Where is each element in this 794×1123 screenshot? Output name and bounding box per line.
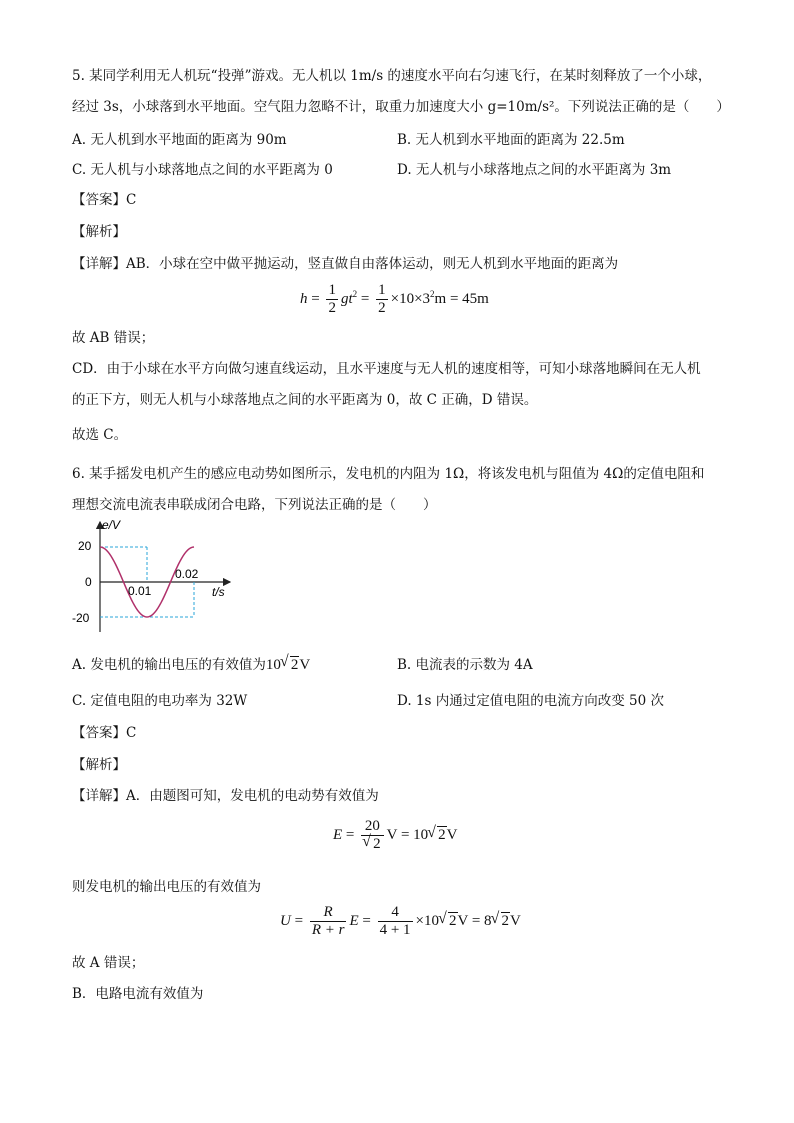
q5-option-a: A. 无人机到水平地面的距离为 90m bbox=[72, 132, 287, 148]
q6-detail-line-1: 【详解】A．由题图可知，发电机的电动势有效值为 bbox=[72, 788, 379, 804]
q5-answer: 【答案】C bbox=[72, 192, 137, 208]
q5-half-fraction: $\frac{1}{2}$ bbox=[328, 282, 336, 316]
q6-formula-u: U = $\frac{R}{R + r}$ E = $\frac{4}{4 + 1}$ ×10√ 2V = 8√ 2V bbox=[280, 904, 521, 939]
q5-detail-cd-line-2: 的正下方，则无人机与小球落地点之间的水平距离为 0，故 C 正确，D 错误。 bbox=[72, 392, 538, 408]
emf-graph bbox=[66, 516, 246, 634]
y-tick-neg20: -20 bbox=[72, 611, 90, 625]
q6-stem-line-2: 理想交流电流表串联成闭合电路，下列说法正确的是（ ） bbox=[72, 497, 437, 513]
q5-option-c: C. 无人机与小球落地点之间的水平距离为 0 bbox=[72, 162, 333, 178]
q5-final: 故选 C。 bbox=[72, 427, 128, 443]
q5-stem-line-1: 5. 某同学利用无人机玩“投弹”游戏。无人机以 1m/s 的速度水平向右匀速飞行，在某时刻释放了一个小球， bbox=[72, 68, 712, 84]
q6-option-b: B. 电流表的示数为 4A bbox=[397, 657, 533, 673]
q6-option-a: A. 发电机的输出电压的有效值为10√ 2V bbox=[72, 655, 310, 675]
q6-b-line: B．电路电流有效值为 bbox=[72, 986, 204, 1002]
q5-stem-line-2: 经过 3s，小球落到水平地面。空气阻力忽略不计，取重力加速度大小 g=10m/s²。下列说法正确的是（ ） bbox=[72, 99, 730, 115]
q5-half-fraction-2: $\frac{1}{2}$ bbox=[378, 282, 386, 316]
y-tick-20: 20 bbox=[78, 539, 92, 553]
y-axis-label: e/V bbox=[102, 518, 121, 532]
q6-output-line: 则发电机的输出电压的有效值为 bbox=[72, 879, 261, 895]
q5-option-b: B. 无人机到水平地面的距离为 22.5m bbox=[397, 132, 625, 148]
q5-conclusion-ab: 故 AB 错误； bbox=[72, 330, 155, 346]
x-axis-label: t/s bbox=[212, 585, 225, 599]
q5-formula: h = $\frac{1}{2}$ $gt^2$ = $\frac{1}{2}$ $\times 10\times 3^2m = 45m$ bbox=[300, 282, 489, 316]
x-tick-002: 0.02 bbox=[175, 567, 199, 581]
x-tick-001: 0.01 bbox=[128, 584, 152, 598]
q6-option-c: C. 定值电阻的电功率为 32W bbox=[72, 693, 248, 709]
q6-stem-line-1: 6. 某手摇发电机产生的感应电动势如图所示，发电机的内阻为 1Ω，将该发电机与阻值为 4Ω的定值电阻和 bbox=[72, 466, 705, 482]
q5-detail-line-1: 【详解】AB．小球在空中做平抛运动，竖直做自由落体运动，则无人机到水平地面的距离为 bbox=[72, 256, 619, 272]
q5-option-d: D. 无人机与小球落地点之间的水平距离为 3m bbox=[397, 162, 672, 178]
y-tick-0: 0 bbox=[85, 575, 92, 589]
q6-analysis-header: 【解析】 bbox=[72, 757, 126, 773]
q6-answer: 【答案】C bbox=[72, 725, 137, 741]
q6-formula-e: E = 20 √ 2 V = 10√ 2V bbox=[333, 818, 458, 853]
q5-analysis-header: 【解析】 bbox=[72, 224, 126, 240]
q6-option-d: D. 1s 内通过定值电阻的电流方向改变 50 次 bbox=[397, 693, 664, 709]
q6-conclusion-a: 故 A 错误； bbox=[72, 955, 145, 971]
q5-detail-cd-line-1: CD．由于小球在水平方向做匀速直线运动，且水平速度与无人机的速度相等，可知小球落地瞬间在无人机 bbox=[72, 361, 701, 377]
sqrt-symbol: √ 2 bbox=[281, 655, 300, 675]
